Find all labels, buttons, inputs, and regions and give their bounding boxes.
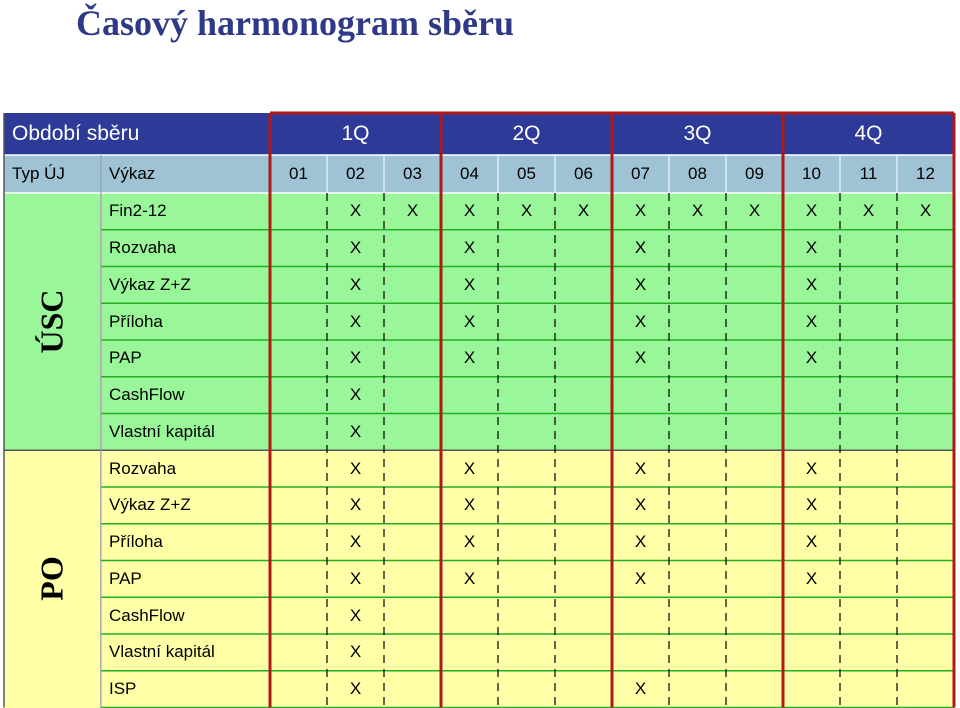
period-header-cell: Období sběru (4, 113, 270, 155)
mark-02: X (349, 532, 362, 552)
mark-09: X (748, 201, 761, 221)
mark-10: X (805, 532, 818, 552)
mark-10: X (805, 238, 818, 258)
mark-07: X (634, 274, 647, 294)
mark-11: X (862, 201, 875, 221)
mark-04: X (463, 532, 476, 552)
mark-06: X (577, 201, 590, 221)
mark-10: X (805, 201, 818, 221)
month-header-02: 02 (327, 155, 384, 193)
mark-07: X (634, 679, 647, 699)
mark-10: X (805, 311, 818, 331)
mark-07: X (634, 532, 647, 552)
month-header-12: 12 (897, 155, 954, 193)
mark-10: X (805, 274, 818, 294)
mark-07: X (634, 311, 647, 331)
quarter-header-2q: 2Q (441, 113, 612, 155)
mark-02: X (349, 642, 362, 662)
mark-04: X (463, 311, 476, 331)
mark-04: X (463, 201, 476, 221)
quarter-header-3q: 3Q (612, 113, 783, 155)
month-header-08: 08 (669, 155, 726, 193)
mark-10: X (805, 458, 818, 478)
type-header-cell: Typ ÚJ (4, 155, 101, 193)
mark-12: X (919, 201, 932, 221)
mark-04: X (463, 568, 476, 588)
mark-10: X (805, 348, 818, 368)
mark-07: X (634, 568, 647, 588)
row-label: CashFlow (109, 385, 185, 405)
mark-02: X (349, 679, 362, 699)
mark-07: X (634, 201, 647, 221)
row-label: PAP (109, 348, 142, 368)
month-header-07: 07 (612, 155, 669, 193)
mark-10: X (805, 568, 818, 588)
group-label: ÚSC (33, 289, 70, 354)
row-label: Rozvaha (109, 458, 177, 478)
mark-02: X (349, 568, 362, 588)
mark-07: X (634, 458, 647, 478)
row-label: CashFlow (109, 605, 185, 625)
mark-04: X (463, 348, 476, 368)
mark-04: X (463, 495, 476, 515)
mark-04: X (463, 238, 476, 258)
row-label: Fin2-12 (109, 201, 167, 221)
row-label: Příloha (109, 532, 163, 552)
month-header-11: 11 (840, 155, 897, 193)
mark-02: X (349, 605, 362, 625)
month-header-05: 05 (498, 155, 555, 193)
row-label: PAP (109, 568, 142, 588)
row-label: Vlastní kapitál (109, 642, 215, 662)
mark-04: X (463, 274, 476, 294)
mark-07: X (634, 495, 647, 515)
group-label: PO (33, 556, 70, 602)
mark-02: X (349, 201, 362, 221)
row-label: ISP (109, 679, 137, 699)
mark-07: X (634, 348, 647, 368)
mark-10: X (805, 495, 818, 515)
quarter-header-4q: 4Q (783, 113, 954, 155)
row-label: Rozvaha (109, 238, 177, 258)
mark-02: X (349, 348, 362, 368)
mark-02: X (349, 421, 362, 441)
mark-02: X (349, 238, 362, 258)
month-header-06: 06 (555, 155, 612, 193)
mark-04: X (463, 458, 476, 478)
mark-02: X (349, 495, 362, 515)
month-header-10: 10 (783, 155, 840, 193)
report-header-cell: Výkaz (101, 155, 270, 193)
mark-02: X (349, 385, 362, 405)
month-header-01: 01 (270, 155, 327, 193)
mark-02: X (349, 311, 362, 331)
month-header-03: 03 (384, 155, 441, 193)
row-label: Výkaz Z+Z (109, 274, 191, 294)
quarter-header-1q: 1Q (270, 113, 441, 155)
month-header-04: 04 (441, 155, 498, 193)
page-title: Časový harmonogram sběru (76, 3, 514, 43)
mark-05: X (520, 201, 533, 221)
row-label: Příloha (109, 311, 163, 331)
mark-08: X (691, 201, 704, 221)
row-label: Vlastní kapitál (109, 421, 215, 441)
month-header-09: 09 (726, 155, 783, 193)
mark-07: X (634, 238, 647, 258)
row-label: Výkaz Z+Z (109, 495, 191, 515)
mark-02: X (349, 458, 362, 478)
mark-02: X (349, 274, 362, 294)
mark-03: X (406, 201, 419, 221)
